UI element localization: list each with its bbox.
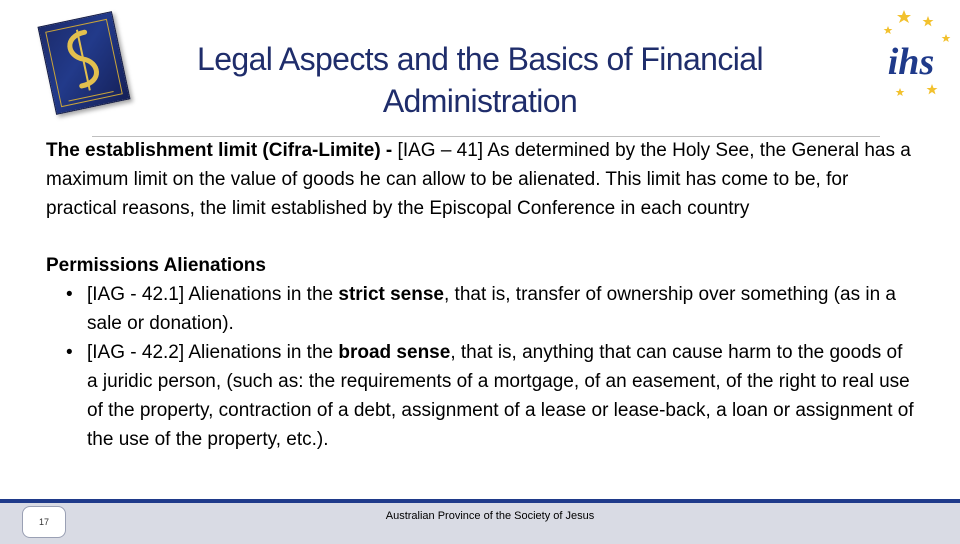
paragraph-text: [IAG – 41] As determined by the Holy See, the General has a maximum limit on the value of goods he can allow to be alienated. This limit has come to be, for practical reasons, the limit established by the Episcopal Conference in each country — [46, 140, 911, 219]
bullet-icon: • — [66, 342, 73, 363]
permissions-heading: Permissions Alienations — [46, 255, 266, 276]
book-cover-image — [37, 11, 130, 115]
logo-text: ihs — [887, 41, 935, 83]
title-line-1: Legal Aspects and the Basics of Financial — [197, 41, 763, 77]
list-item — [66, 338, 916, 454]
item-text-pre: [IAG - 42.2] Alienations in the — [87, 342, 339, 363]
slide-body — [46, 136, 916, 454]
item-text-bold: strict sense — [338, 284, 444, 305]
item-text-bold: broad sense — [338, 342, 451, 363]
bullet-icon: • — [66, 284, 73, 305]
page-number: 17 — [22, 506, 66, 538]
footer-text: Australian Province of the Society of Jesus — [385, 510, 595, 522]
establishment-limit-paragraph — [46, 136, 916, 223]
title-line-2: Administration — [382, 83, 578, 119]
item-text-pre: [IAG - 42.1] Alienations in the — [87, 284, 339, 305]
paragraph-lead: The establishment limit (Cifra-Limite) - — [46, 140, 393, 161]
permissions-list — [46, 280, 916, 454]
item-text-post: , that is, transfer of ownership over something (as in a sale or donation). — [87, 284, 896, 334]
list-item — [66, 280, 916, 338]
item-text-post: , that is, anything that can cause harm to the goods of a juridic person, (such as: the requirements of a mortgage, of an easement, of the right to real use of the property, contraction of a debt, assignment of a lease or lease-back, a loan or assignment of the use of the property, etc.). — [87, 342, 914, 450]
ihs-logo — [866, 4, 956, 100]
slide-title — [120, 38, 840, 122]
